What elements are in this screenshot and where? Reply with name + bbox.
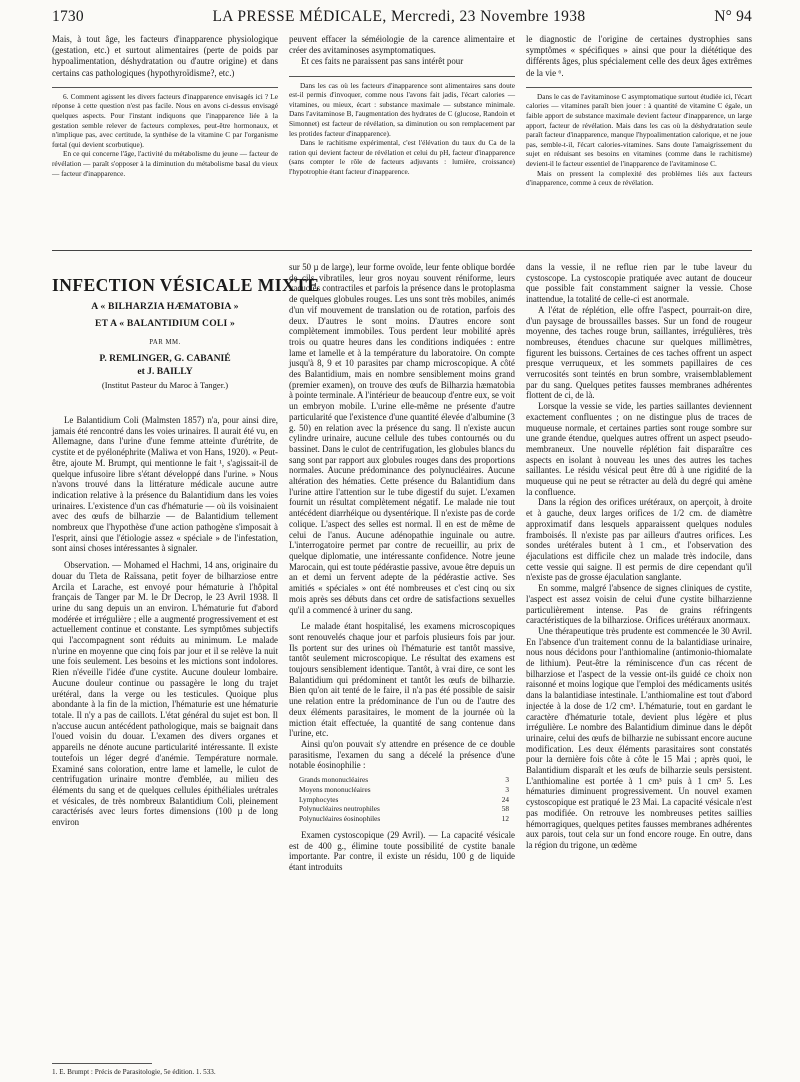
body-paragraph: Une thérapeutique très prudente est commencée le 30 Avril. En l'absence d'un traitement connu de la balantidiase urinaire, nous nous décidons pour l'anthiomaline (antimonio-thiomalate de lithium). Peut-être la réminiscence d'un cas récent de bilharziose et l'aspect de la vessie ont-ils guidé ce choix non raisonné et moins logique que l'emploi des médicaments usités dans la balantidiase intestinale. L'anthiomaline est tout d'abord injectée à la dose de 1/2 cm³. L'hématurie, tout en gardant le caractère d'hématurie totale, devient plus légère et plus irrégulière. Le nombre des Balantidium diminue dans le dépôt urinaire, celui des œufs de bilharzie ne subissant encore aucune modification. Les deux éléments parasitaires sont constatés pour la dernière fois côte à côte le 15 Mai ; après quoi, le Balantidium disparaît et les œufs de bilharzie seuls persistent. L'anthiomaline est portée à 1 cm³ puis à 1 cm³ 5. Les hématuries diminuent progressivement. Un nouvel examen cystoscopique est pratiqué le 23 Mai. La capacité vésicale n'est pas modifiée. On retrouve les nombreuses petites saillies hémorragiques, quelques petites fausses membranes adhérentes aux parois, tout cela sur un fond encore rouge. En outre, dans la région du trigone, un œdème <box>526 625 752 850</box>
row-label: Polynucléaires neutrophiles <box>299 804 380 814</box>
journal-title-date: LA PRESSE MÉDICALE, Mercredi, 23 Novembre 1938 <box>212 8 586 25</box>
body-paragraph: sur 50 µ de large), leur forme ovoïde, leur fente oblique bordée de cils vibratiles, leur gros noyau souvent réniforme, leurs vacuoles contractiles et parfois la présence dans le protoplasma de quelques globules rouges. Les uns sont très mobiles, animés d'un vif mouvement de translation ou de rotation, parfois des deux. D'autres le sont moins. D'autres encore sont complètement immobiles. Tous perdent leur mobilité après trois ou quatre heures dans les conditions indiquées : entre lame et lamelle et à la température du laboratoire. On compte jusqu'à 8, 9 et 10 parasites par champ microscopique. A côté des Balantidium, mais en nombre sensiblement moins grand (premier examen), on trouve des œufs de Bilharzia hæmatobia à pointe terminale. A l'intérieur de beaucoup d'entre eux, se voit un embryon mobile. L'urine elle-même ne présente d'autre particularité que l'existence d'une quantité élevée d'albumine (3 g. 50) en relation avec la présence du sang. Il n'existe aucun cylindre urinaire, aucune cellule des tubes contournés ou du bassinet. Dans le culot de centrifugation, les globules blancs du sang sont par rapport aux globules rouges dans des proportions normales. Aucune prédominance des polynucléaires. Aucune altération des hématies. Cette présence du Balantidium dans l'urine attire l'attention sur le tube digestif du sujet. L'examen fournit un résultat complètement négatif. Le malade nie tout antécédent diarrhéique ou dysentérique. Il n'existe pas de corde colique. L'aspect des selles est normal. Il en est de même de celui de l'anus. Aucune adénopathie inguinale ou autre. L'interrogatoire permet par contre de recueillir, au prix de quelque diplomatie, une intéressante confidence. Notre jeune Marocain, qui est toute pédérastie passive, avoue être depuis un an et demi un fervent adepte de la pédérastie active. Ses amitiés « spéciales » ont été nombreuses et c'est cinq ou six mois après ses débuts dans cet ordre de satisfactions sexuelles qu'il a commencé à uriner du sang. <box>289 262 515 615</box>
note-paragraph: Dans les cas où les facteurs d'inapparence sont alimentaires sans doute est-il permis d'invoquer, comme nous l'avons fait jadis, l'écart calories — vitamines, ou mieux, écart : substance maximale — substance minimale. Dans l'avitaminose B, l'augmentation des hydrates de C (glucose, Randoin et Simonnet) est facteur de révélation, sa diminution ou son remplacement par les protides facteur d'inapparence). <box>289 80 515 138</box>
row-label: Moyens mononucléaires <box>299 784 371 794</box>
issue-number: N° 94 <box>714 8 752 25</box>
table-row <box>299 785 509 795</box>
byline-prefix: PAR MM. <box>149 339 181 346</box>
note-paragraph: Dans le rachitisme expérimental, c'est l'élévation du taux du Ca de la ration qui devient facteur de révélation et celui du pH, facteur d'inapparence (sans compter le rôle de facteurs adjuvants : lumière, croissance) l'hypotrophie étant facteur d'inapparence. <box>289 138 515 176</box>
body-paragraph: Examen cystoscopique (29 Avril). — La capacité vésicale est de 400 g., élimine toute possibilité de cystite banale importante. Par contre, il existe un résidu, 100 g de liquide étant introduits <box>289 830 515 873</box>
body-paragraph: Dans la région des orifices urétéraux, on aperçoit, à droite et à gauche, deux larges orifices de 1/2 cm. de diamètre approximatif dans lesquels apparaissent quelques nodules framboisés. Il n'existe pas par ailleurs d'autres orifices. Les sondes urétérales butent à 1 cm., et l'observation des éjaculations est difficile chez un malade très indocile, dans cette vessie qui saigne. Il est permis de dire cependant qu'il n'existe pas de grosse éjaculation sanglante. <box>526 497 752 583</box>
notes-block <box>289 76 515 177</box>
body-paragraph: Le malade étant hospitalisé, les examens microscopiques sont renouvelés chaque jour et parfois plusieurs fois par jour. Ils portent sur des urines où l'hématurie est tantôt massive, tantôt seulement microscopique. Le résultat des examens est toujours sensiblement identique. Tantôt, à vrai dire, ce sont les Balantidium qui prédominent et tantôt les œufs de bilharzie. Bien qu'on ait tenté de le faire, il n'a pas été possible de saisir une relation entre la prédominance de l'un ou de l'autre des deux éléments parasitaires, le moment de la journée où la miction était effectuée, la quantité de sang contenue dans l'urine, etc. <box>289 621 515 739</box>
page-number: 1730 <box>52 8 84 25</box>
row-value: 3 <box>505 784 509 794</box>
body-paragraph: dans la vessie, il ne reflue rien par le tube laveur du cystoscope. La cystoscopie pratiquée avec autant de douceur que possible fait constamment saigner la vessie. Chose inattendue, la totalité de celle-ci est anormale. <box>526 262 752 305</box>
body-paragraph: peuvent effacer la séméiologie de la carence alimentaire et créer des avitaminoses asymptomatiques. <box>289 34 515 56</box>
note-paragraph: Mais on pressent la complexité des problèmes liés aux facteurs d'inapparence, comme à ceux de révélation. <box>526 168 752 188</box>
authors: P. REMLINGER, G. CABANIÉ <box>99 353 231 364</box>
authors-last: et J. BAILLY <box>137 366 193 377</box>
notes-block <box>52 87 278 178</box>
article-title: INFECTION VÉSICALE MIXTE <box>52 275 320 295</box>
body-paragraph: Mais, à tout âge, les facteurs d'inapparence physiologique (gestation, etc.) et surtout alimentaires (perte de poids par hypoalimentation, déshydratation ou d'autre origine) et dans certains cas pathologiques (hypothyroïdisme?, etc.) <box>52 34 278 78</box>
top-column-1 <box>52 34 278 246</box>
body-paragraph: En somme, malgré l'absence de signes cliniques de cystite, l'aspect est assez voisin de celui d'une cystite bilharzienne particulièrement intense. Pas de grains réfringents caractéristiques de la bilharziose. Orifices urétéraux anormaux. <box>526 583 752 626</box>
row-value: 24 <box>501 794 509 804</box>
body-paragraph: A l'état de réplétion, elle offre l'aspect, pourrait-on dire, d'un paysage de broussailles basses. Sur un fond de rougeur moyenne, des taches rouge brun, saillantes, irrégulières, très nombreuses, étendues chacune sur quelques millimètres, figurent les buissons. Certaines de ces taches offrent un aspect presque verruqueux, et les sommets papillaires de ces verrucosités sont teintés en brun sombre, vraisemblablement par du sang. Quelques petites fausses membranes adhérentes flottent de ci, de là. <box>526 304 752 401</box>
top-column-3 <box>526 34 752 246</box>
top-column-2 <box>289 34 515 246</box>
body-paragraph: le diagnostic de l'origine de certaines dystrophies sans symptômes « spécifiques » ainsi que pour la diététique des différents âges, plus spécialement celle des deux âges extrêmes de la vie ⁶. <box>526 34 752 78</box>
notes-block <box>526 87 752 188</box>
table-row <box>299 804 509 814</box>
article-column-3 <box>526 262 752 1077</box>
body-paragraph: Le Balantidium Coli (Malmsten 1857) n'a, pour ainsi dire, jamais été rencontré dans les voies urinaires. Il aurait été vu, en Allemagne, dans l'urine d'une femme atteinte d'urétrite, de cystite et de pyélonéphrite (Maliwa et von Hans, 1920). « Peut-être, ajoute M. Brumpt, qui mentionne le fait ¹, s'agissait-il de quelque infusoire libre s'étant développé dans l'urine. » Nous n'avons trouvé dans la littérature médicale aucune autre indication relative à la présence du Balantidium dans les voies urinaires. L'existence d'un cas d'hématurie — où ils voisinaient avec des œufs de bilharzie — de Balantidium tellement nombreux que l'hypothèse d'une action pathogène s'imposait à l'esprit, ainsi que l'étiologie assez « spéciale » de l'infestation, sont ainsi choses intéressantes à signaler. <box>52 415 278 554</box>
note-paragraph: En ce qui concerne l'âge, l'activité du métabolisme du jeune — facteur de révélation — paraît s'opposer à la diminution du métabolisme basal du vieux — facteur d'inapparence. <box>52 149 278 178</box>
table-row <box>299 814 509 824</box>
row-value: 58 <box>501 804 509 814</box>
table-row <box>299 775 509 785</box>
body-paragraph: Et ces faits ne paraissent pas sans intérêt pour <box>301 56 464 67</box>
note-paragraph: Dans le cas de l'avitaminose C asymptomatique surtout étudiée ici, l'écart calories — vitamines paraît bien jouer : à quantité de vitamine C égale, un faible apport de substance maximale devient facteur d'inapparence, un large apport, facteur de révélation. Mais dans les cas où la déshydratation seule paraît facteur d'inapparence, manque l'hypoalimentation calorique, et ne joue pas, semble-t-il, l'écart calories-vitamines. Sans doute l'amaigrissement du sujet en réduisant ses besoins en vitamines (comme dans le rachitisme) devient-il le facteur essentiel de l'inapparence de l'avitaminose C. <box>526 91 752 168</box>
footnote <box>52 1063 216 1077</box>
blood-count-table <box>299 775 509 824</box>
row-value: 12 <box>501 814 509 824</box>
observation-paragraph: Observation. — Mohamed el Hachmi, 14 ans, originaire du douar du Tleta de Raïssana, petit foyer de bilharziose entre Arcila et Larache, est envoyé pour hématurie à l'hôpital français de Tanger par M. le Dr Decrop, le 23 Avril 1938. Il urine du sang depuis un an environ. L'hématurie fut d'abord modérée et irrégulière ; elle a augmenté progressivement et est actuellement continue et constante. Les symptômes subjectifs qui l'accompagnent sont réduits au minimum. Le malade n'urine en moyenne que cinq fois par jour et il se relève la nuit une fois seulement. Les besoins et les mictions sont indolores. Rien n'éveille l'idée d'une cystite. Aucune douleur lombaire. Aucune douleur continue ou passagère le long du trajet urétéral, dans la verge ou les testicules. Quoique plus abondante à la fin de la miction, l'hématurie est une hématurie totale. Il n'y a pas de caillots. L'état général du sujet est bon. Il n'accuse aucun antécédent pathologique, mais se baignait dans l'oued voisin du douar. L'examen des divers organes et appareils ne dénote aucune particularité intéressante. Il existe toutefois un léger degré d'anémie. Température normale. Examiné sans coloration, entre lame et lamelle, le culot de centrifugation urinaire montre d'emblée, au milieu des éléments du sang et de quelques cellules épithéliales urétrales et vésicales, de très nombreux Balantidium Coli, pleinement caractérisés avec leurs fortes dimensions (100 µ de long environ <box>52 560 278 828</box>
row-value: 3 <box>505 775 509 785</box>
body-paragraph: Ainsi qu'on pouvait s'y attendre en présence de ce double parasitisme, l'examen du sang a décelé la présence d'une notable éosinophilie : <box>289 738 515 771</box>
previous-article-ending <box>52 34 752 246</box>
row-label: Lymphocytes <box>299 794 339 804</box>
section-divider <box>52 250 752 251</box>
body-paragraph: Lorsque la vessie se vide, les parties saillantes deviennent exactement confluentes ; on ne distingue plus de traces de muqueuse normale, et certaines parties sont rouge sombre sur une grande étendue, quelques autres offrent un aspect pseudo-membraneux. Une nouvelle réplétion fait disparaître ces aspects en isolant à nouveau les unes des autres les taches saillantes. Le résidu vésical peut être dû à une rigidité de la muqueuse qui ne peut se rétracter au delà du degré qui amène la confluence. <box>526 401 752 497</box>
row-label: Grands mononucléaires <box>299 775 369 785</box>
article-column-2 <box>289 262 515 1077</box>
article <box>52 262 752 1077</box>
footnote-text: 1. E. Brumpt : Précis de Parasitologie, 5e édition. 1. 533. <box>52 1067 216 1076</box>
article-subtitle: ET A « BALANTIDIUM COLI » <box>95 318 235 329</box>
note-paragraph: 6. Comment agissent les divers facteurs d'inapparence envisagés ici ? Le réponse à cette question n'est pas facile. Nous en avons ci-dessus envisagé quelques aspects. Pour l'instant indiquons que l'inapparence liée à la gestation semble relever de facteurs complexes, peut-être hormonaux, et n'implique pas, avec certitude, la synthèse de la vitamine C par l'organisme fœtal (qui devient scorbutique). <box>52 91 278 149</box>
institution: (Institut Pasteur du Maroc à Tanger.) <box>101 380 229 390</box>
table-row <box>299 795 509 805</box>
article-subtitle: A « BILHARZIA HÆMATOBIA » <box>91 301 239 312</box>
running-header <box>52 8 752 34</box>
row-label: Polynucléaires éosinophiles <box>299 814 381 824</box>
